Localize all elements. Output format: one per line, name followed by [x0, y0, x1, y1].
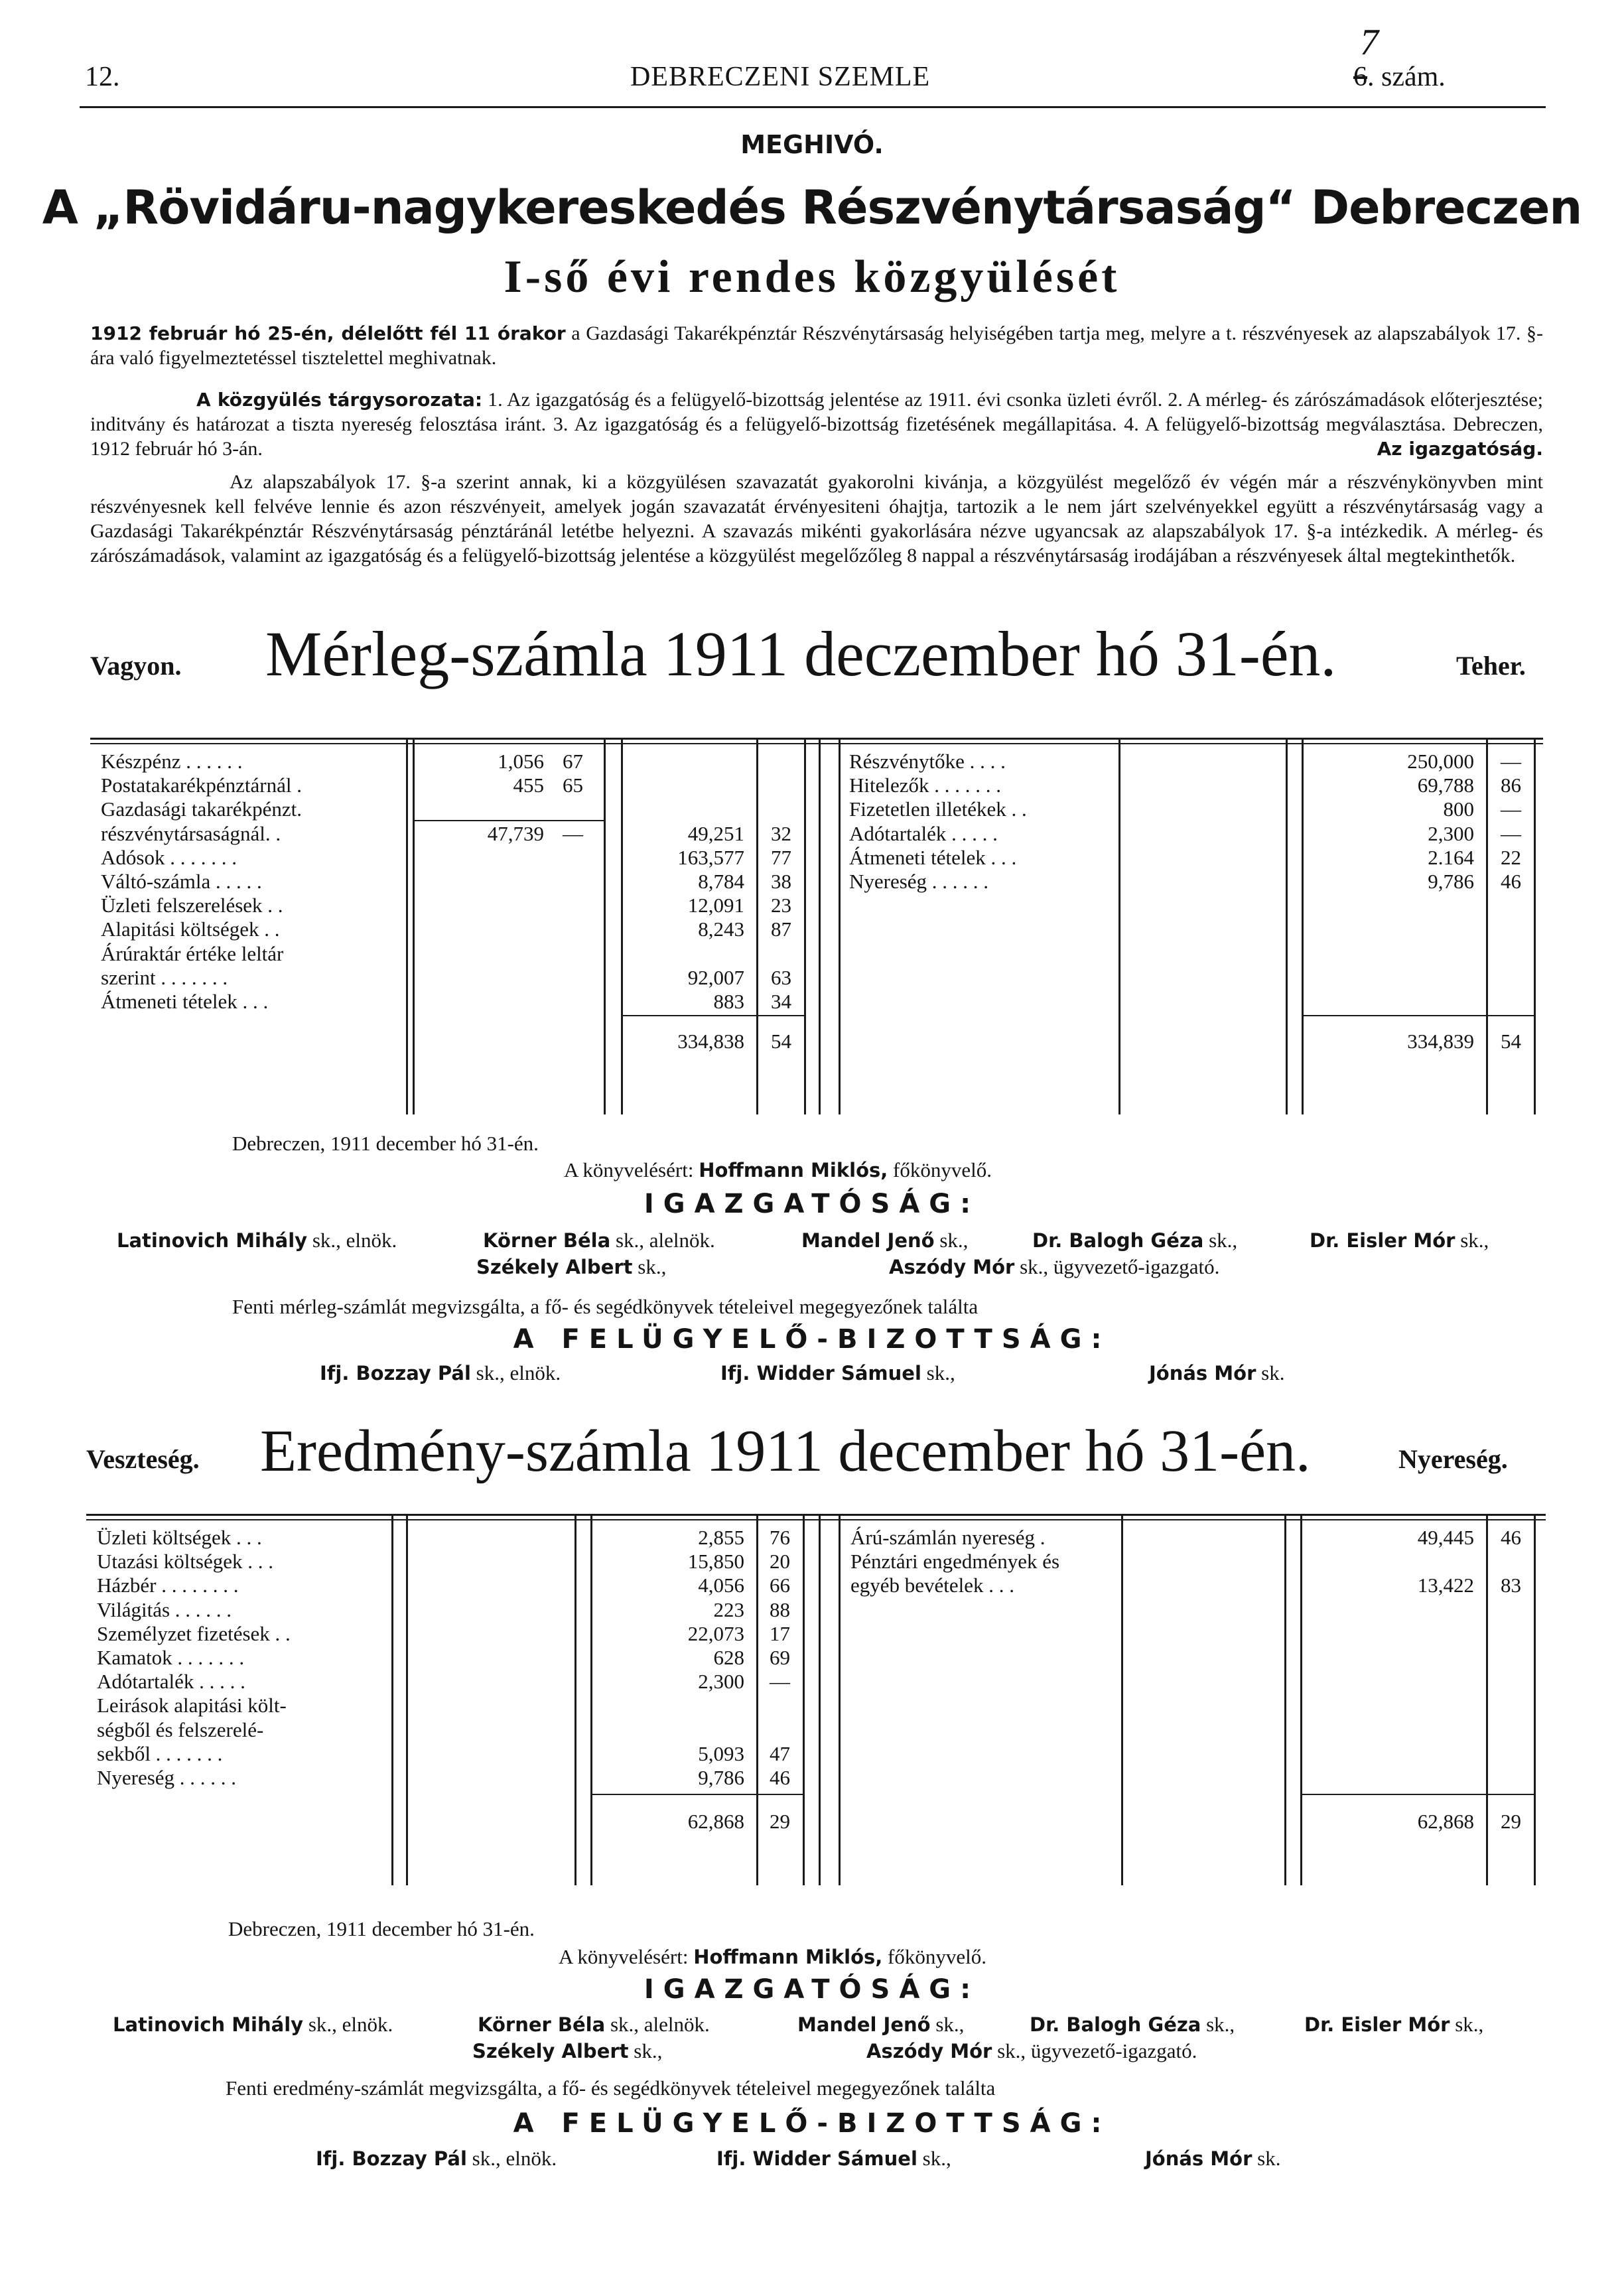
auditor-role: sk., elnök.	[470, 1361, 561, 1384]
ledger-row-subamount-fraction: 65	[563, 773, 583, 797]
auditor-role: sk., elnök.	[466, 2147, 557, 2170]
audit-heading-1: A FELÜGYELŐ-BIZOTTSÁG:	[513, 1324, 1111, 1355]
ledger-row-amount: 13,422	[1417, 1574, 1474, 1597]
result-total-rule	[590, 1794, 803, 1795]
board-member-role: sk., alelnök.	[610, 1229, 715, 1252]
balance-date: Debreczen, 1911 december hó 31-én.	[232, 1132, 539, 1155]
result-total-rule	[1300, 1794, 1534, 1795]
auditor-role: sk.,	[917, 2147, 951, 2170]
balance-left-label: Vagyon.	[90, 651, 182, 681]
ledger-row-amount-fraction: 46	[1501, 1526, 1521, 1549]
assets-total: 334,838	[677, 1030, 744, 1053]
audit-heading-2: A FELÜGYELŐ-BIZOTTSÁG:	[513, 2108, 1111, 2139]
board-member-5b	[1304, 2013, 1483, 2037]
ledger-row-amount-fraction: 20	[770, 1550, 790, 1574]
ledger-row-amount: 2,300	[1428, 821, 1474, 845]
ledger-row-amount-fraction: 46	[770, 1766, 790, 1789]
debits-total-fraction: 29	[770, 1810, 790, 1833]
result-top-rule	[86, 1514, 1546, 1516]
ledger-row-amount-fraction: 69	[770, 1646, 790, 1669]
ledger-row-amount: 8,243	[698, 917, 744, 941]
ledger-row-amount: 2,300	[698, 1670, 744, 1694]
board-heading-2: IGAZGATÓSÁG:	[643, 1974, 981, 2005]
board-member-role: sk.,	[628, 2039, 663, 2062]
ledger-row-amount-fraction: —	[1501, 821, 1521, 845]
board-heading-1: IGAZGATÓSÁG:	[643, 1189, 981, 1219]
rules-paragraph: Az alapszabályok 17. §-a szerint annak, ki a közgyülésen szavazatát gyakorolni kivánja, a közgyülést megelőző év végén már a részvénykönyvben mint részvényesnek kell felvéve lennie és azon részvényeit, amelyek jogán szavazatát érvényesiteni óhajtja, tartozik a le nem járt szelvényekkel együtt a részvénytársaság vagy a Gazdasági Takarékpénztár Részvénytársaság pénztáránál letétbe helyezni. A szavazás mikénti gyakorlására nézve ugyancsak az alapszabályok 17. §-a intézkedik. A mérleg- és zárószámadások, valamint az igazgatóság és a felügyelő-bizottság jelentése a közgyülést megelőzőleg 8 nappal a részvénytársaság irodájában a részvényesek által megtekinthetők.	[90, 471, 1543, 567]
ledger-row-label: Kamatok . . . . . . .	[97, 1646, 245, 1669]
board-member-name: Latinovich Mihály	[113, 2013, 304, 2036]
board-member-role: sk., alelnök.	[605, 2013, 710, 2036]
journal-title: DEBRECZENI SZEMLE	[630, 62, 931, 92]
agenda-heading: A közgyülés tárgysorozata:	[196, 389, 483, 411]
ledger-row-amount-fraction: —	[770, 1670, 790, 1694]
auditor-2b	[716, 2147, 951, 2171]
board-member-name: Körner Béla	[478, 2013, 606, 2036]
result-left-label: Veszteség.	[86, 1444, 200, 1474]
ledger-row-amount-fraction: —	[1501, 750, 1521, 773]
result-title: Eredmény-számla 1911 december hó 31-én.	[260, 1418, 1311, 1484]
ledger-row-label: Váltó-számla . . . . .	[101, 870, 262, 893]
ledger-row-amount-fraction: 46	[1501, 870, 1521, 893]
agenda-text: 1. Az igazgatóság és a felügyelő-bizottság jelentése az 1911. évi csonka üzleti évről. 2. A mérleg- és zárószámadások előterjesztése; inditvány és határozat a tiszta nyereség felosztása iránt. 3. Az igazgatóság és a felügyelő-bizottság fizetésének megállapitása. 4. A felügyelő-bizottság megválasztása. Debreczen, 1912 február hó 3-án.	[90, 389, 1543, 460]
ledger-row-amount: 49,251	[687, 821, 744, 845]
auditor-name: Ifj. Bozzay Pál	[320, 1362, 471, 1384]
ledger-row-amount-fraction: 66	[770, 1574, 790, 1597]
result-right-label: Nyereség.	[1398, 1444, 1508, 1474]
board-member-name: Dr. Eisler Mór	[1310, 1229, 1455, 1252]
ledger-row-label: Leirások alapitási költ-	[97, 1694, 287, 1717]
ledger-row-subamount: 1,056	[498, 750, 544, 773]
ledger-row-label: Alapitási költségek . .	[101, 917, 280, 941]
ledger-row-amount: 163,577	[677, 845, 744, 869]
board-member-3b	[797, 2013, 964, 2037]
board-member-role: sk.,	[632, 1255, 667, 1278]
ledger-row-amount-fraction: 63	[771, 965, 791, 989]
ledger-row-amount: 5,093	[698, 1741, 744, 1765]
result-col-rule	[1121, 1514, 1123, 1885]
ledger-row-label: részvénytársaságnál. .	[101, 821, 281, 845]
ledger-row-label: Nyereség . . . . . .	[849, 870, 989, 893]
bookkeeper-role: főkönyvelő.	[888, 1158, 992, 1181]
board-member-2b	[478, 2013, 710, 2037]
ledger-row-label: Személyzet fizetések . .	[97, 1621, 291, 1645]
board-member-role: sk.,	[1455, 1229, 1489, 1252]
result-col-rule	[391, 1514, 393, 1885]
board-member-6b	[472, 2039, 662, 2063]
ledger-row-amount: 223	[713, 1597, 744, 1621]
ledger-row-amount: 2,855	[698, 1526, 744, 1549]
meeting-subtitle: I-ső évi rendes közgyülését	[504, 251, 1120, 303]
ledger-row-label: Adósok . . . . . . .	[101, 845, 237, 869]
auditor-name: Jónás Mór	[1145, 2147, 1252, 2170]
ledger-row-amount-fraction: 87	[771, 917, 791, 941]
auditor-3b	[1145, 2147, 1280, 2171]
ledger-row-amount-fraction: 76	[770, 1526, 790, 1549]
issue-handwritten: 7	[1360, 22, 1379, 63]
ledger-row-amount: 22,073	[687, 1621, 744, 1645]
ledger-row-label: Átmeneti tételek . . .	[849, 845, 1017, 869]
ledger-row-label: Hitelezők . . . . . . .	[849, 773, 1002, 797]
result-col-rule	[803, 1514, 805, 1885]
board-member-role: sk.,	[1450, 2013, 1484, 2036]
liabilities-total-fraction: 54	[1501, 1030, 1521, 1053]
result-col-rule	[575, 1514, 576, 1885]
ledger-row-label: Adótartalék . . . . .	[849, 821, 998, 845]
invitation-heading: MEGHIVÓ.	[740, 130, 884, 159]
ledger-row-amount-fraction: 32	[771, 821, 791, 845]
issue-printed: 6	[1353, 62, 1367, 92]
ledger-row-amount-fraction: 34	[771, 990, 791, 1013]
ledger-row-label: Házbér . . . . . . . .	[97, 1574, 239, 1597]
ledger-row-subamount: 455	[513, 773, 544, 797]
assets-total-fraction: 54	[771, 1030, 791, 1053]
result-col-rule	[839, 1514, 841, 1885]
ledger-row-label: Részvénytőke . . . .	[849, 750, 1006, 773]
ledger-row-label: Árú-számlán nyereség .	[850, 1526, 1046, 1549]
ledger-row-amount: 9,786	[698, 1766, 744, 1789]
board-member-role: sk.,	[1203, 1229, 1238, 1252]
board-member-name: Dr. Balogh Géza	[1032, 1229, 1204, 1252]
ledger-row-label: Világitás . . . . . .	[97, 1597, 232, 1621]
ledger-row-amount: 15,850	[687, 1550, 744, 1574]
ledger-row-amount: 49,445	[1417, 1526, 1474, 1549]
board-member-name: Dr. Eisler Mór	[1304, 2013, 1450, 2036]
result-col-rule	[1534, 1514, 1536, 1885]
ledger-row-amount: 12,091	[687, 894, 744, 917]
balance-right-label: Teher.	[1456, 651, 1526, 681]
ledger-row-label: Pénztári engedmények és	[850, 1550, 1060, 1574]
board-member-role: sk., elnök.	[307, 1229, 397, 1252]
ledger-row-subamount: 47,739	[487, 821, 544, 845]
credits-total: 62,868	[1417, 1810, 1474, 1833]
ledger-row-amount: 9,786	[1428, 870, 1474, 893]
result-top-rule-2	[86, 1519, 1546, 1520]
liabilities-total: 334,839	[1407, 1030, 1474, 1053]
auditor-name: Ifj. Widder Sámuel	[720, 1362, 921, 1384]
credits-total-fraction: 29	[1501, 1810, 1521, 1833]
result-col-rule	[406, 1514, 408, 1885]
ledger-row-amount: 800	[1443, 797, 1474, 821]
board-member-name: Aszódy Mór	[866, 2040, 992, 2062]
ledger-row-amount-fraction: —	[1501, 797, 1521, 821]
balance-title: Mérleg-számla 1911 deczember hó 31-én.	[265, 618, 1337, 689]
invitation-p1-text: a Gazdasági Takarékpénztár Részvénytársaság helyiségében tartja meg, melyre a t. részvényesek az alapszabályok 17. §-ára való figyelmeztetéssel tisztelettel meghivatnak.	[90, 322, 1543, 369]
result-col-rule	[1486, 1514, 1488, 1885]
board-member-name: Székely Albert	[476, 1256, 633, 1278]
ledger-row-amount: 2.164	[1428, 845, 1474, 869]
board-member-name: Körner Béla	[483, 1229, 611, 1252]
board-member-name: Dr. Balogh Géza	[1030, 2013, 1201, 2036]
bookkeeper-name: Hoffmann Miklós,	[699, 1159, 888, 1181]
agenda-signature: Az igazgatóság.	[1377, 438, 1543, 460]
ledger-row-amount-fraction: 77	[771, 845, 791, 869]
board-member-role: sk.,	[934, 1229, 969, 1252]
ledger-row-label: Készpénz . . . . . .	[101, 750, 243, 773]
ledger-row-label: egyéb bevételek . . .	[850, 1574, 1015, 1597]
ledger-row-amount-fraction: 86	[1501, 773, 1521, 797]
ledger-row-amount: 8,784	[698, 870, 744, 893]
ledger-row-label: Gazdasági takarékpénzt.	[101, 797, 302, 821]
ledger-row-amount: 883	[713, 990, 744, 1013]
ledger-row-subamount-fraction: 67	[563, 750, 583, 773]
bookkeeper-prefix: A könyvelésért:	[564, 1158, 694, 1181]
ledger-row-amount-fraction: 83	[1501, 1574, 1521, 1597]
ledger-row-amount: 628	[713, 1646, 744, 1669]
ledger-row-amount-fraction: 17	[770, 1621, 790, 1645]
ledger-row-amount: 250,000	[1407, 750, 1474, 773]
result-date: Debreczen, 1911 december hó 31-én.	[228, 1917, 535, 1940]
bookkeeper-prefix: A könyvelésért:	[559, 1945, 689, 1968]
board-member-role: sk., elnök.	[303, 2013, 393, 2036]
bookkeeper-name: Hoffmann Miklós,	[693, 1946, 883, 1968]
audit-statement-2: Fenti eredmény-számlát megvizsgálta, a fő- és segédkönyvek tételeivel megegyezőnek találta	[226, 2076, 996, 2100]
audit-statement-1: Fenti mérleg-számlát megvizsgálta, a fő- és segédkönyvek tételeivel megegyezőnek találta	[232, 1295, 979, 1318]
page-number: 12.	[85, 62, 120, 92]
meeting-datetime: 1912 február hó 25-én, délelőtt fél 11 órakor	[90, 322, 566, 344]
auditor-role: sk.,	[921, 1361, 955, 1384]
ledger-row-amount-fraction: 88	[770, 1597, 790, 1621]
bookkeeper-role: főkönyvelő.	[882, 1945, 986, 1968]
result-bookkeeper	[559, 1945, 986, 1969]
ledger-row-subamount-fraction: —	[563, 821, 583, 845]
auditor-name: Ifj. Bozzay Pál	[316, 2147, 467, 2170]
ledger-row-label: Átmeneti tételek . . .	[101, 990, 269, 1013]
ledger-row-label: Üzleti felszerelések . .	[101, 894, 283, 917]
result-col-rule	[1284, 1514, 1286, 1885]
ledger-row-amount-fraction: 38	[771, 870, 791, 893]
ledger-row-amount-fraction: 23	[771, 894, 791, 917]
ledger-row-label: Üzleti költségek . . .	[97, 1526, 262, 1549]
board-member-name: Mandel Jenő	[801, 1229, 935, 1252]
board-member-4b	[1030, 2013, 1235, 2037]
ledger-row-label: ségből és felszerelé-	[97, 1717, 264, 1741]
ledger-row-label: Adótartalék . . . . .	[97, 1670, 245, 1694]
auditor-role: sk.	[1252, 2147, 1281, 2170]
ledger-row-label: sekből . . . . . . .	[97, 1741, 223, 1765]
auditor-1b	[316, 2147, 557, 2171]
board-member-7b	[866, 2039, 1197, 2063]
ledger-row-label: Utazási költségek . . .	[97, 1550, 274, 1574]
ledger-row-amount: 4,056	[698, 1574, 744, 1597]
board-member-1b	[113, 2013, 393, 2037]
ledger-row-label: Nyereség . . . . . .	[97, 1766, 237, 1789]
board-member-name: Aszódy Mór	[889, 1256, 1015, 1278]
board-member-role: sk., ügyvezető-igazgató.	[1014, 1255, 1220, 1278]
result-col-rule	[819, 1514, 821, 1885]
board-member-role: sk.,	[1201, 2013, 1235, 2036]
debits-total: 62,868	[687, 1810, 744, 1833]
ledger-row-amount-fraction: 22	[1501, 845, 1521, 869]
ledger-row-amount: 92,007	[687, 965, 744, 989]
ledger-row-amount-fraction: 47	[770, 1741, 790, 1765]
result-col-rule	[756, 1514, 758, 1885]
board-member-name: Mandel Jenő	[797, 2013, 931, 2036]
ledger-row-label: szerint . . . . . . .	[101, 965, 228, 989]
issue-suffix: . szám.	[1367, 62, 1446, 92]
board-member-role: sk., ügyvezető-igazgató.	[992, 2039, 1197, 2062]
ledger-row-amount: 69,788	[1417, 773, 1474, 797]
auditor-role: sk.	[1256, 1361, 1285, 1384]
board-member-name: Székely Albert	[472, 2040, 629, 2062]
board-member-role: sk.,	[930, 2013, 965, 2036]
ledger-row-label: Postatakarékpénztárnál .	[101, 773, 302, 797]
ledger-row-label: Árúraktár értéke leltár	[101, 941, 284, 965]
ledger-row-label: Fizetetlen illetékek . .	[849, 797, 1027, 821]
auditor-name: Jónás Mór	[1149, 1362, 1256, 1384]
board-member-name: Latinovich Mihály	[117, 1229, 308, 1252]
auditor-name: Ifj. Widder Sámuel	[716, 2147, 917, 2170]
company-title: A „Rövidáru-nagykereskedés Részvénytársaság“ Debreczen	[42, 180, 1582, 235]
